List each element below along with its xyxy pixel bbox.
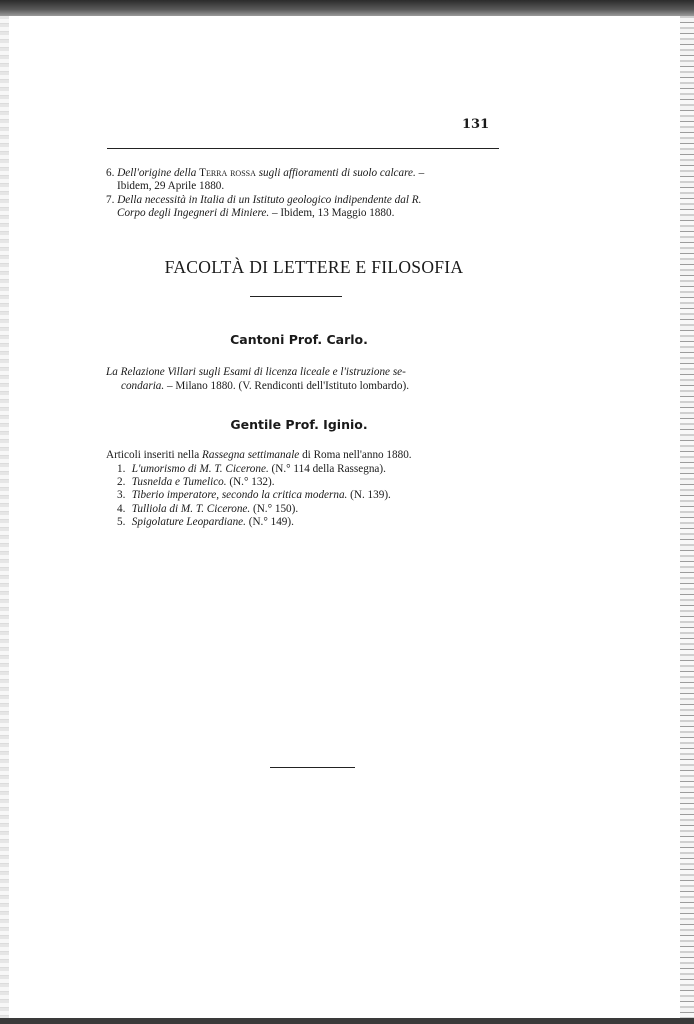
article-note: (N.° 149). bbox=[248, 515, 294, 528]
entry-dash: – bbox=[418, 167, 425, 179]
paper-title-line2: condaria. bbox=[121, 379, 165, 392]
list-item bbox=[117, 503, 391, 516]
list-item bbox=[117, 489, 391, 502]
article-title: L'umorismo di M. T. Cicerone. bbox=[131, 463, 269, 475]
scan-left-edge bbox=[0, 16, 9, 1024]
articles-intro bbox=[106, 449, 412, 461]
article-title: Tiberio imperatore, secondo la critica moderna. bbox=[131, 489, 348, 502]
page-number: 131 bbox=[462, 117, 490, 132]
list-item bbox=[117, 516, 391, 529]
closing-rule bbox=[270, 767, 355, 768]
section-rule bbox=[250, 296, 342, 297]
list-item bbox=[117, 476, 391, 489]
bibliography-entry-7 bbox=[106, 194, 506, 220]
entry-number: 6. bbox=[106, 167, 115, 179]
section-heading: FACOLTÀ DI LETTERE E FILOSOFIA bbox=[164, 257, 464, 277]
header-rule bbox=[107, 148, 499, 149]
intro-before: Articoli inseriti nella bbox=[106, 449, 200, 461]
article-note: (N.° 114 della Rassegna). bbox=[271, 463, 386, 475]
article-list bbox=[117, 463, 391, 529]
article-number: 4. bbox=[117, 502, 126, 515]
article-title: Tusnelda e Tumelico. bbox=[131, 476, 227, 489]
article-title: Tulliola di M. T. Cicerone. bbox=[131, 502, 251, 515]
scan-right-edge bbox=[680, 16, 694, 1024]
scan-top-edge bbox=[0, 0, 694, 16]
entry-number: 7. bbox=[106, 194, 115, 206]
paper-title-line1: La Relazione Villari sugli Esami di licenza liceale e l'istruzione se- bbox=[106, 366, 406, 378]
author-heading-gentile: Gentile Prof. Iginio. bbox=[230, 417, 368, 432]
entry-title-part2: sugli affioramenti di suolo calcare. bbox=[258, 167, 416, 179]
entry-title-line2: Corpo degli Ingegneri di Miniere. bbox=[117, 207, 270, 219]
article-title: Spigolature Leopardiane. bbox=[131, 515, 246, 528]
author-heading-cantoni: Cantoni Prof. Carlo. bbox=[230, 332, 368, 347]
intro-journal: Rassegna settimanale bbox=[202, 449, 300, 461]
entry-title-line1: Della necessità in Italia di un Istituto geologico indipendente dal R. bbox=[117, 194, 422, 206]
entry-title-smallcaps: Terra rossa bbox=[199, 167, 256, 179]
bibliography-entry-6 bbox=[106, 167, 506, 193]
article-number: 3. bbox=[117, 489, 126, 502]
entry-continuation: – Ibidem, 13 Maggio 1880. bbox=[271, 207, 395, 219]
entry-title-part1: Dell'origine della bbox=[117, 167, 197, 179]
list-item bbox=[117, 463, 391, 476]
article-number: 5. bbox=[117, 515, 126, 528]
article-number: 1. bbox=[117, 463, 126, 475]
article-note: (N. 139). bbox=[350, 489, 391, 502]
article-note: (N.° 132). bbox=[229, 476, 275, 489]
paper-publication: – Milano 1880. (V. Rendiconti dell'Istituto lombardo). bbox=[167, 379, 410, 392]
author-paper-cantoni bbox=[106, 366, 506, 393]
intro-after: di Roma nell'anno 1880. bbox=[302, 449, 412, 461]
article-note: (N.° 150). bbox=[253, 502, 299, 515]
article-number: 2. bbox=[117, 476, 126, 489]
scan-bottom-edge bbox=[0, 1018, 694, 1024]
entry-continuation: Ibidem, 29 Aprile 1880. bbox=[117, 180, 225, 192]
